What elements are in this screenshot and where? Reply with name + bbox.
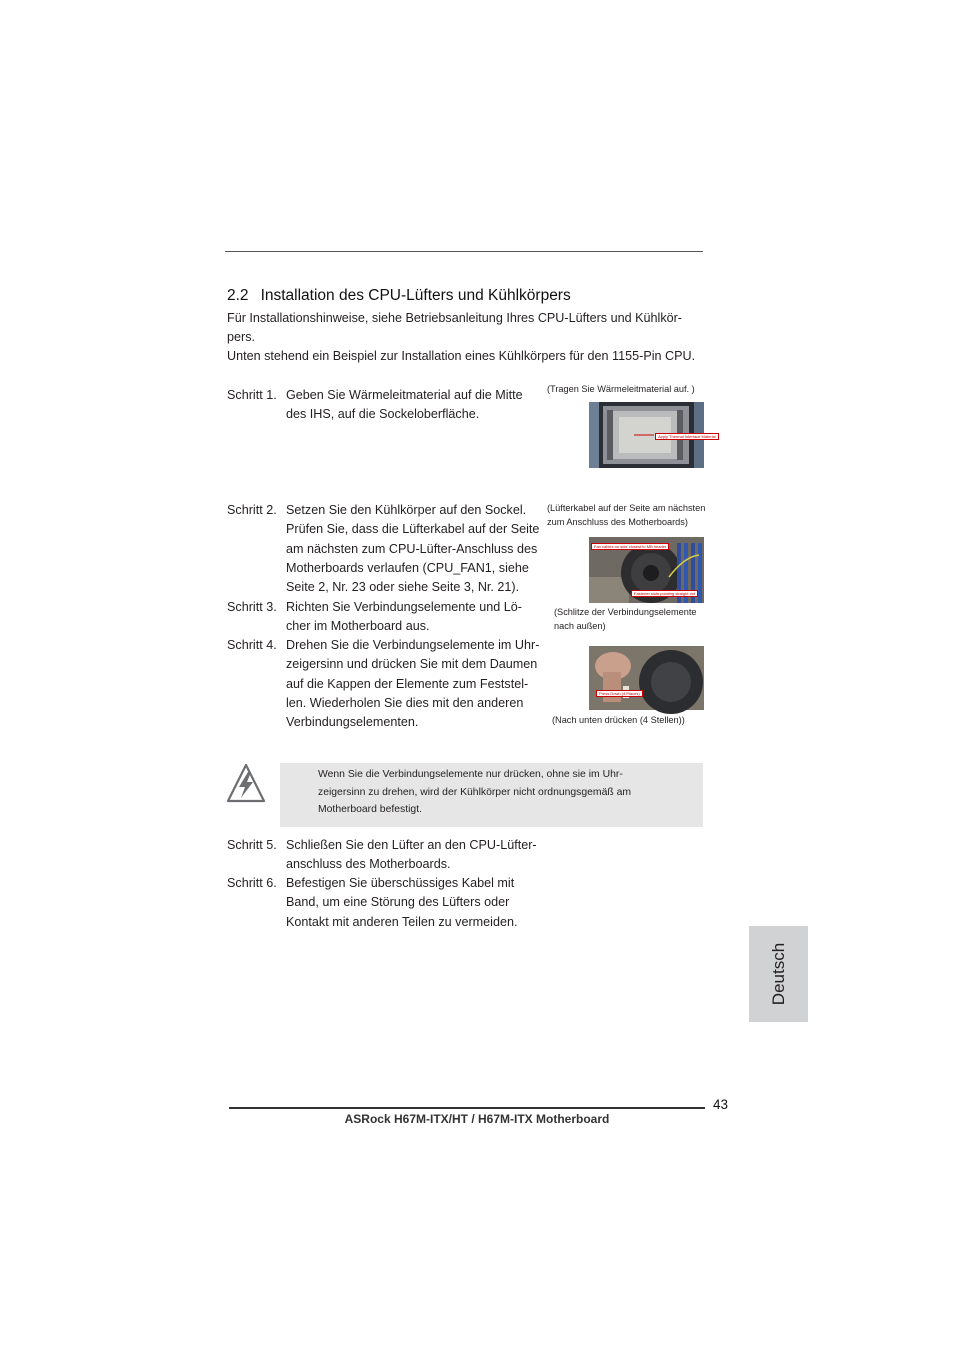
step-label: Schritt 5. [227,838,277,852]
intro-line-3: Unten stehend ein Beispiel zur Installation eines Kühlkörpers für den 1155-Pin CPU. [227,349,696,363]
footer-rule [229,1107,705,1109]
step-text: Richten Sie Verbindungselemente und Lö-cher im Motherboard aus. [286,600,522,634]
photo-2-callout-bottom: Fastener slots pointing straight out [631,590,698,597]
warning-triangle-lightning-icon [226,763,266,803]
cpu-socket-photo [589,402,716,468]
step-text: Setzen Sie den Kühlkörper auf den Sockel. Prüfen Sie, dass die Lüfterkabel auf der Seite am nächsten zum CPU-Lüfter-Anschluss des Motherboards verlaufen (CPU_FAN1, siehe Seite 2, Nr. 23 oder siehe Seite 3, Nr. 21). [286,503,540,595]
press-down-photo [589,646,704,710]
photo-3-callout: Press Down (4 Places) [596,690,643,697]
photo-2-callout-top: Fan cables on side closest to MB header [591,543,669,550]
intro-line-2: pers. [227,330,255,344]
section-heading: Installation des CPU-Lüfters und Kühlkörpers [260,287,571,304]
step-label: Schritt 4. [227,638,277,652]
photo-2b-caption: (Schlitze der Verbindungselemente nach außen) [554,607,697,631]
step-label: Schritt 6. [227,876,277,890]
step-text: Befestigen Sie überschüssiges Kabel mit Band, um eine Störung des Lüfters oder Kontakt mit anderen Teilen zu vermeiden. [286,876,518,929]
intro-text [227,309,705,366]
step-label: Schritt 1. [227,388,277,402]
section-number: 2.2 [227,287,249,304]
step-text: Schließen Sie den Lüfter an den CPU-Lüfter-anschluss des Motherboards. [286,838,537,872]
header-rule [225,251,703,252]
footer-product: ASRock H67M-ITX/HT / H67M-ITX Motherboard [344,1112,610,1126]
step-text: Geben Sie Wärmeleitmaterial auf die Mitte des IHS, auf die Sockeloberfläche. [286,388,523,422]
step-label: Schritt 2. [227,503,277,517]
step-text: Drehen Sie die Verbindungselemente im Uhr-zeigersinn und drücken Sie mit dem Daumen auf die Kappen der Elemente zum Feststel-len. Wiederholen Sie dies mit den anderen Verbindungselementen. [286,638,540,730]
photo-2-caption: (Lüfterkabel auf der Seite am nächsten zum Anschluss des Motherboards) [547,503,706,527]
photo-3-caption: (Nach unten drücken (4 Stellen)) [552,715,685,725]
warning-text: Wenn Sie die Verbindungselemente nur drücken, ohne sie im Uhr-zeigersinn zu drehen, wird der Kühlkörper nicht ordnungsgemäß am Motherboard befestigt. [318,769,632,815]
photo-1-caption: (Tragen Sie Wärmeleitmaterial auf. ) [547,384,695,394]
section-title [227,287,571,305]
step-label: Schritt 3. [227,600,277,614]
photo-1-callout: Apply Thermal Interface Material [655,433,719,440]
language-tab-label: Deutsch [768,942,788,1006]
language-tab [749,926,808,1022]
press-down-illustration [589,646,704,710]
page-number: 43 [713,1097,729,1112]
intro-line-1: Für Installationshinweise, siehe Betriebsanleitung Ihres CPU-Lüfters und Kühlkör- [227,311,683,325]
heatsink-fan-cable-photo [589,537,704,603]
